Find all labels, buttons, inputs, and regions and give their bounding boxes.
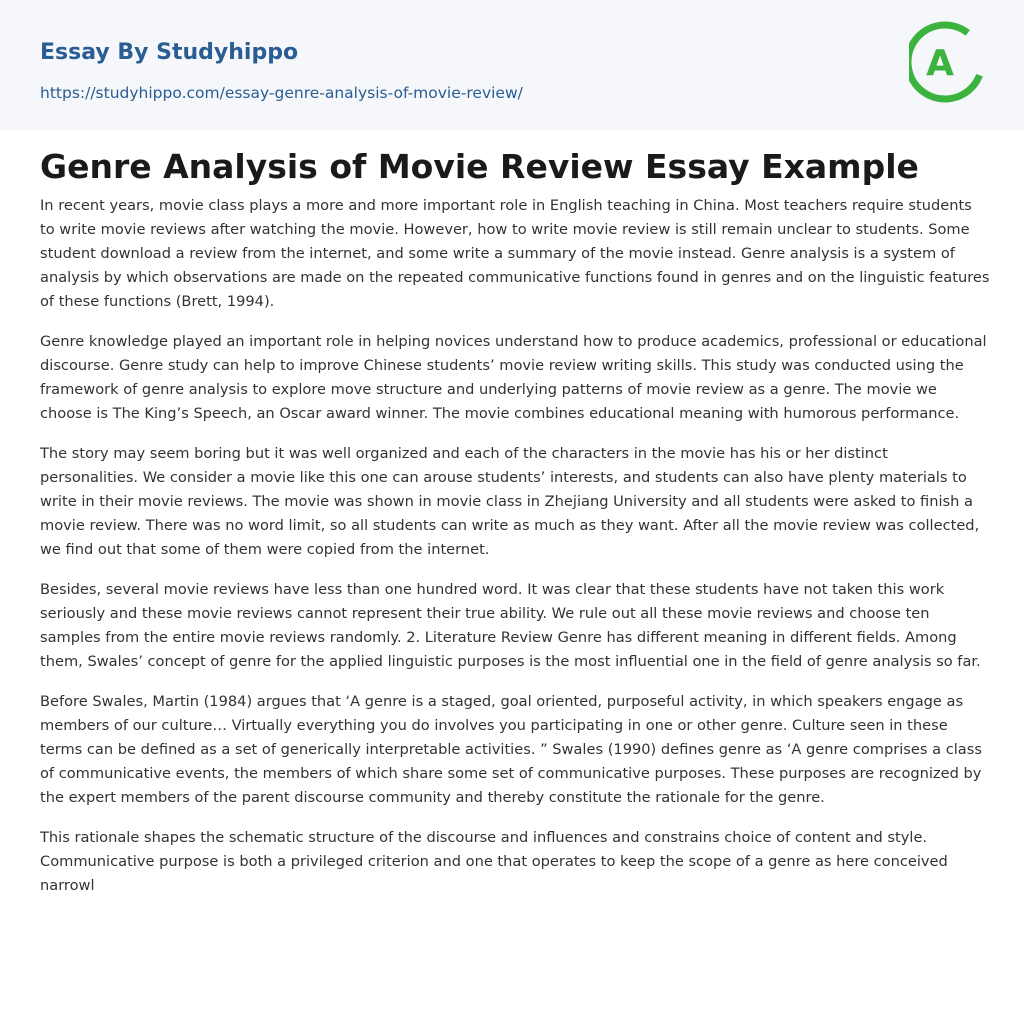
- article-paragraph: Besides, several movie reviews have less than one hundred word. It was clear that these students have not taken this work seriously and these movie reviews cannot represent their true ability. We rule out all these movie reviews and choose ten samples from the entire movie reviews randomly. 2. Literature Review Genre has different meaning in different fields. Among them, Swales’ concept of genre for the applied linguistic purposes is the most influential one in the field of genre analysis so far.: [40, 580, 981, 670]
- logo-letter: A: [926, 43, 954, 84]
- page-url-link[interactable]: https://studyhippo.com/essay-genre-analysis-of-movie-review/: [40, 84, 523, 102]
- article-paragraph: Before Swales, Martin (1984) argues that ‘A genre is a staged, goal oriented, purposeful activity, in which speakers engage as members of our culture… Virtually everything you do involves you participating in one or other genre. Culture seen in these terms can be defined as a set of generically interpretable activities. ” Swales (1990) defines genre as ‘A genre comprises a class of communicative events, the members of which share some set of communicative purposes. These purposes are recognized by the expert members of the parent discourse community and thereby constitute the rationale for the genre.: [40, 692, 982, 806]
- page-title: Genre Analysis of Movie Review Essay Example: [40, 147, 919, 186]
- studyhippo-logo-icon[interactable]: [909, 17, 989, 107]
- site-title[interactable]: Essay By Studyhippo: [40, 40, 299, 65]
- article-paragraph: In recent years, movie class plays a more and more important role in English teaching in China. Most teachers require students to write movie reviews after watching the movie. However, how to write movie review is still remain unclear to students. Some student download a review from the internet, and some write a summary of the movie instead. Genre analysis is a system of analysis by which observations are made on the repeated communicative functions found in genres and on the linguistic features of these functions (Brett, 1994).: [40, 196, 990, 310]
- site-header: [0, 0, 1024, 130]
- article-paragraph: The story may seem boring but it was well organized and each of the characters in the movie has his or her distinct personalities. We consider a movie like this one can arouse students’ interests, and students can also have plenty materials to write in their movie reviews. The movie was shown in movie class in Zhejiang University and all students were asked to finish a movie review. There was no word limit, so all students can write as much as they want. After all the movie review was collected, we find out that some of them were copied from the internet.: [40, 444, 980, 558]
- article: [40, 146, 990, 914]
- article-paragraph: Genre knowledge played an important role in helping novices understand how to produce academics, professional or educational discourse. Genre study can help to improve Chinese students’ movie review writing skills. This study was conducted using the framework of genre analysis to explore move structure and underlying patterns of movie review as a genre. The movie we choose is The King’s Speech, an Oscar award winner. The movie combines educational meaning with humorous performance.: [40, 332, 987, 422]
- article-paragraph: This rationale shapes the schematic structure of the discourse and influences and constrains choice of content and style. Communicative purpose is both a privileged criterion and one that operates to keep the scope of a genre as here conceived narrowl: [40, 828, 948, 894]
